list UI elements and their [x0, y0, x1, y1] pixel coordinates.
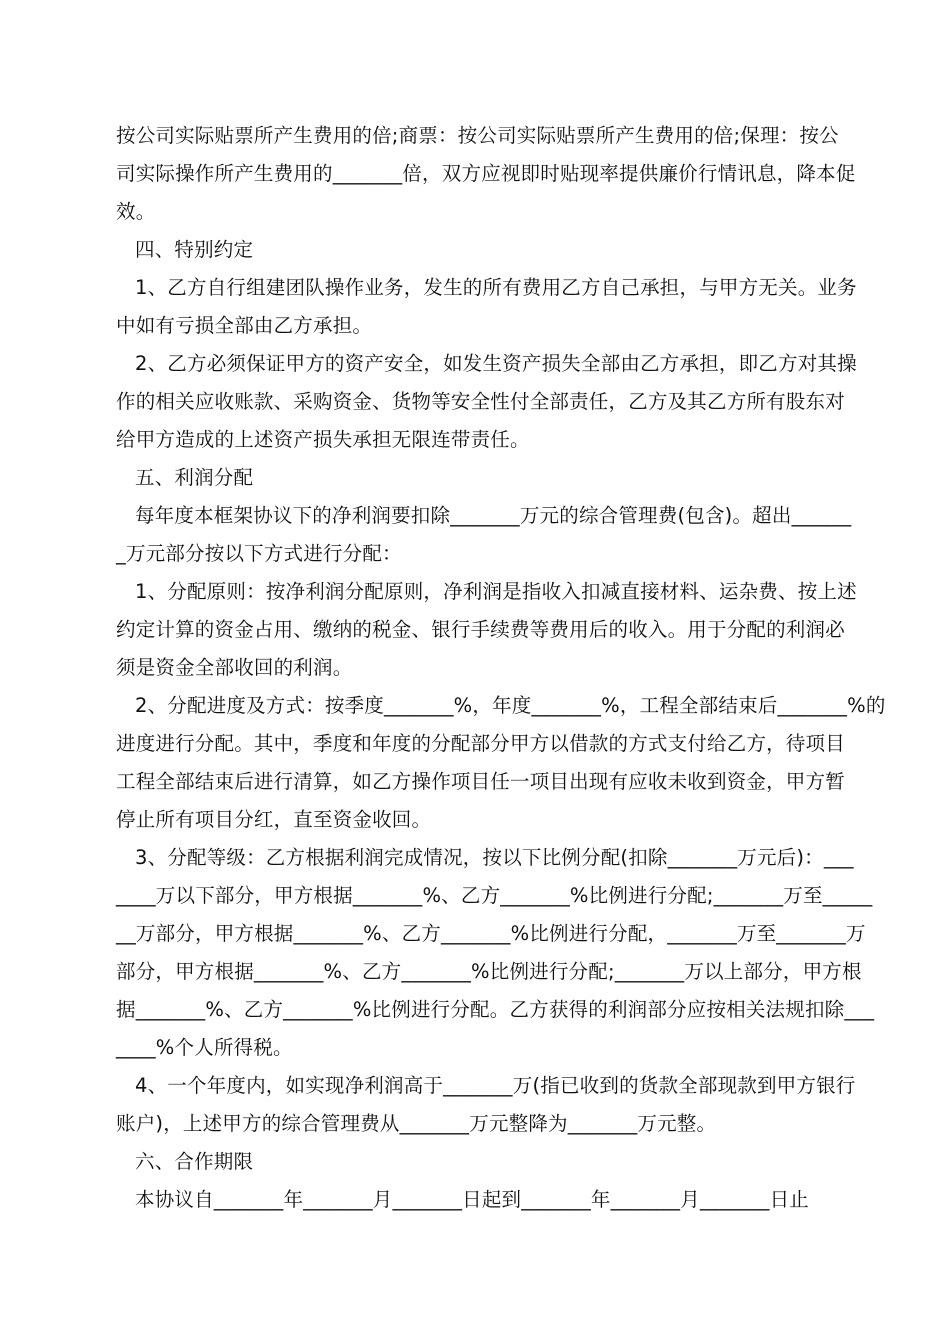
paragraph-line: ____万以下部分，甲方根据_______%、乙方_______%比例进行分配;_______万至_____ — [116, 884, 873, 907]
section-heading: 四、特别约定 — [135, 238, 254, 261]
paragraph-line: 4、一个年度内，如实现净利润高于_______万(指已收到的货款全部现款到甲方银行 — [135, 1074, 856, 1097]
paragraph-line: 停止所有项目分红，直至资金收回。 — [116, 808, 432, 831]
section-heading: 五、利润分配 — [135, 466, 254, 489]
paragraph-line: _万元部分按以下方式进行分配： — [116, 542, 402, 565]
paragraph-line: 按公司实际贴票所产生费用的倍;商票：按公司实际贴票所产生费用的倍;保理：按公 — [116, 124, 839, 147]
paragraph-line: 作的相关应收账款、采购资金、货物等安全性付全部责任，乙方及其乙方所有股东对 — [116, 390, 845, 413]
paragraph-line: 2、分配进度及方式：按季度_______%，年度_______%，工程全部结束后_______%的 — [135, 694, 886, 717]
paragraph-line: ____%个人所得税。 — [116, 1036, 293, 1059]
paragraph-line: 约定计算的资金占用、缴纳的税金、银行手续费等费用后的收入。用于分配的利润必 — [116, 618, 845, 641]
paragraph-line: 1、乙方自行组建团队操作业务，发生的所有费用乙方自己承担，与甲方无关。业务 — [135, 276, 857, 299]
paragraph-line: 中如有亏损全部由乙方承担。 — [116, 314, 373, 337]
paragraph-line: 本协议自_______年_______月_______日起到_______年_______月_______日止 — [135, 1188, 809, 1211]
paragraph-line: 效。 — [116, 200, 156, 223]
paragraph-line: 3、分配等级：乙方根据利润完成情况，按以下比例分配(扣除_______万元后)：___ — [135, 846, 854, 869]
paragraph-line: 1、分配原则：按净利润分配原则，净利润是指收入扣减直接材料、运杂费、按上述 — [135, 580, 857, 603]
paragraph-line: 司实际操作所产生费用的_______倍，双方应视即时贴现率提供廉价行情讯息，降本促 — [116, 162, 856, 185]
paragraph-line: 给甲方造成的上述资产损失承担无限连带责任。 — [116, 428, 530, 451]
section-heading: 六、合作期限 — [135, 1150, 254, 1173]
paragraph-line: 工程全部结束后进行清算，如乙方操作项目任一项目出现有应收未收到资金，甲方暂 — [116, 770, 845, 793]
paragraph-line: __万部分，甲方根据_______%、乙方_______%比例进行分配，_______万至_______万 — [116, 922, 866, 945]
paragraph-line: 进度进行分配。其中，季度和年度的分配部分甲方以借款的方式支付给乙方，待项目 — [116, 732, 845, 755]
paragraph-line: 2、乙方必须保证甲方的资产安全，如发生资产损失全部由乙方承担，即乙方对其操 — [135, 352, 857, 375]
paragraph-line: 须是资金全部收回的利润。 — [116, 656, 353, 679]
paragraph-line: 账户)，上述甲方的综合管理费从_______万元整降为_______万元整。 — [116, 1112, 717, 1135]
paragraph-line: 每年度本框架协议下的净利润要扣除_______万元的综合管理费(包含)。超出______ — [135, 504, 852, 527]
paragraph-line: 据_______%、乙方_______%比例进行分配。乙方获得的利润部分应按相关法规扣除___ — [116, 998, 875, 1021]
paragraph-line: 部分，甲方根据_______%、乙方_______%比例进行分配;_______万以上部分，甲方根 — [116, 960, 862, 983]
